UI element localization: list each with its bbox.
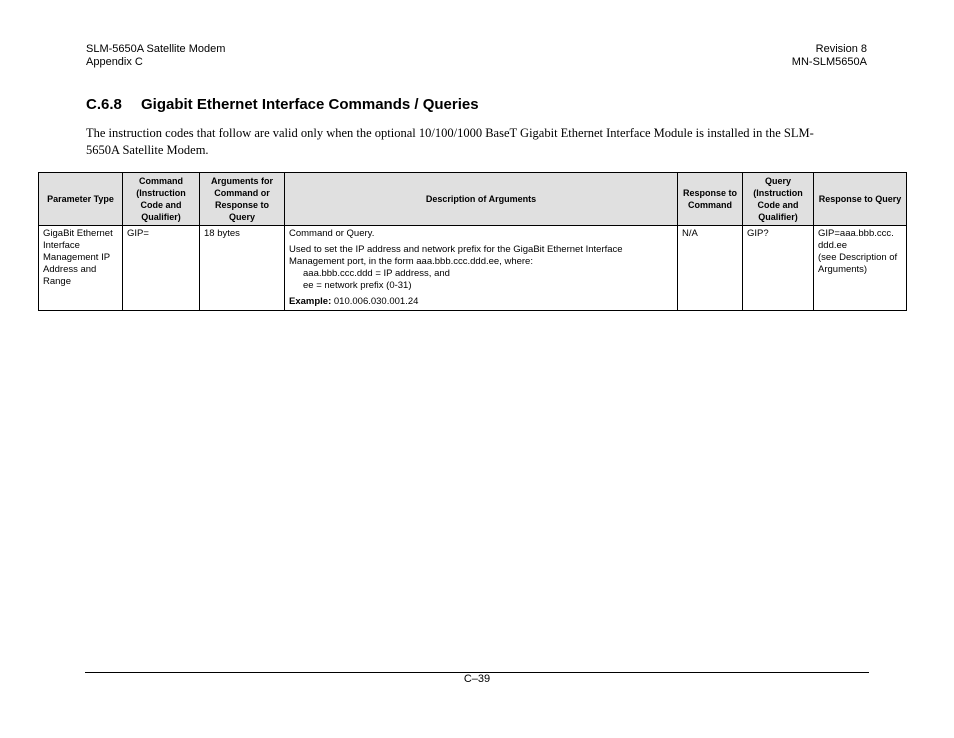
description-line: Used to set the IP address and network prefix for the GigaBit Ethernet Interface Management port, in the form aaa.bbb.ccc.ddd.ee, where: — [289, 244, 623, 267]
description-item: ee = network prefix (0-31) — [303, 280, 412, 291]
table-header-row — [39, 173, 907, 226]
cell-description — [285, 226, 678, 311]
document-title: SLM-5650A Satellite Modem — [86, 43, 226, 55]
manual-number: MN-SLM5650A — [791, 56, 867, 68]
section-title: Gigabit Ethernet Interface Commands / Queries — [141, 96, 479, 113]
cell-query: GIP? — [743, 226, 814, 311]
table-row — [39, 226, 907, 311]
running-header-right — [792, 43, 867, 69]
cell-response-to-command: N/A — [678, 226, 743, 311]
response-query-line: ddd.ee — [818, 240, 848, 251]
response-query-line: (see Description of Arguments) — [818, 252, 898, 275]
header-response-to-query: Response to Query — [814, 173, 907, 226]
response-query-line: GIP=aaa.bbb.ccc. — [818, 228, 894, 239]
section-number: C.6.8 — [86, 96, 122, 113]
command-table — [38, 172, 907, 311]
cell-command: GIP= — [123, 226, 200, 311]
header-command: Command (Instruction Code and Qualifier) — [123, 173, 200, 226]
description-line: Command or Query. — [289, 228, 375, 239]
header-query: Query (Instruction Code and Qualifier) — [743, 173, 814, 226]
header-response-to-command: Response to Command — [678, 173, 743, 226]
example-value: 010.006.030.001.24 — [331, 296, 419, 307]
appendix-label: Appendix C — [86, 56, 143, 68]
cell-parameter-type: GigaBit Ethernet Interface Management IP Address and Range — [39, 226, 123, 311]
page-number: C–39 — [463, 673, 491, 685]
running-header-left — [86, 43, 225, 69]
header-description: Description of Arguments — [285, 173, 678, 226]
cell-response-to-query — [814, 226, 907, 311]
header-arguments: Arguments for Command or Response to Query — [200, 173, 285, 226]
revision-label: Revision 8 — [815, 43, 867, 55]
description-item: aaa.bbb.ccc.ddd = IP address, and — [303, 268, 450, 279]
header-parameter-type: Parameter Type — [39, 173, 123, 226]
intro-paragraph: The instruction codes that follow are valid only when the optional 10/100/1000 BaseT Gigabit Ethernet Interface Module is installed in the SLM-5650A Satellite Modem. — [86, 126, 814, 157]
section-heading — [86, 96, 479, 113]
example-label: Example: — [289, 296, 332, 307]
example-line — [289, 296, 673, 308]
cell-arguments: 18 bytes — [200, 226, 285, 311]
